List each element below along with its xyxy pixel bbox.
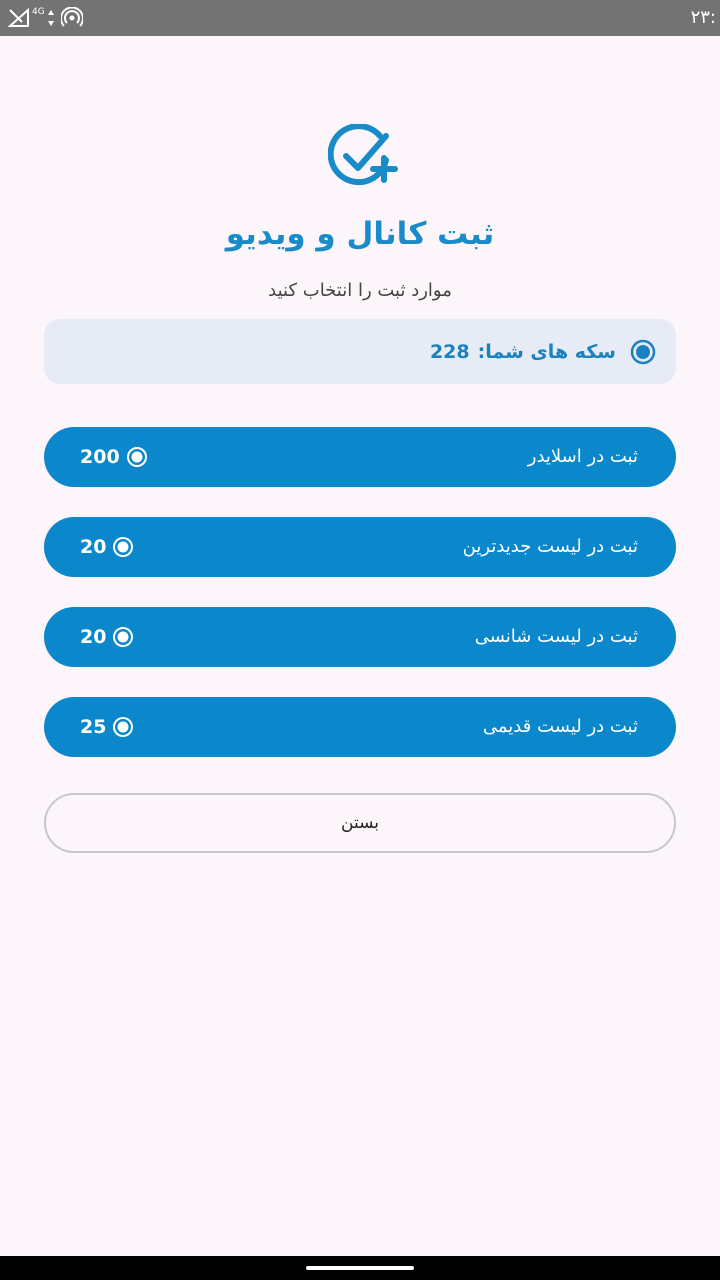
data-arrows-icon xyxy=(47,9,55,27)
cost-value: 20 xyxy=(80,626,107,648)
close-button[interactable]: بستن xyxy=(44,793,676,853)
coin-icon xyxy=(630,339,656,365)
status-time: ۲۳: xyxy=(690,7,716,28)
option-cost xyxy=(80,517,134,577)
page-subtitle: موارد ثبت را انتخاب کنید xyxy=(268,280,452,301)
status-icons xyxy=(8,6,83,30)
coins-balance-card xyxy=(44,319,676,384)
cost-value: 25 xyxy=(80,716,107,738)
option-label: ثبت در لیست جدیدترین xyxy=(462,536,638,557)
option-cost xyxy=(80,697,134,757)
network-type-label: 4G xyxy=(32,7,45,17)
coin-icon xyxy=(126,446,148,468)
status-bar xyxy=(0,0,720,36)
newest-list-register-button[interactable] xyxy=(44,517,676,577)
hotspot-icon xyxy=(61,7,83,29)
random-list-register-button[interactable] xyxy=(44,607,676,667)
navigation-bar xyxy=(0,1256,720,1280)
option-cost xyxy=(80,427,148,487)
option-cost xyxy=(80,607,134,667)
slider-register-button[interactable] xyxy=(44,427,676,487)
page-title: ثبت کانال و ویدیو xyxy=(225,216,495,252)
coins-value: 228 xyxy=(429,340,470,363)
old-list-register-button[interactable] xyxy=(44,697,676,757)
option-label: ثبت در لیست قدیمی xyxy=(482,716,638,737)
coin-icon xyxy=(112,626,134,648)
cost-value: 20 xyxy=(80,536,107,558)
signal-icon xyxy=(8,8,30,28)
home-gesture-handle[interactable] xyxy=(306,1266,414,1270)
coins-balance xyxy=(430,341,616,363)
coins-label: سکه های شما: xyxy=(477,340,616,363)
coin-icon xyxy=(112,536,134,558)
option-label: ثبت در اسلایدر xyxy=(527,446,638,467)
coin-icon xyxy=(112,716,134,738)
cost-value: 200 xyxy=(80,446,120,468)
option-label: ثبت در لیست شانسی xyxy=(474,626,638,647)
check-plus-icon xyxy=(328,124,400,188)
